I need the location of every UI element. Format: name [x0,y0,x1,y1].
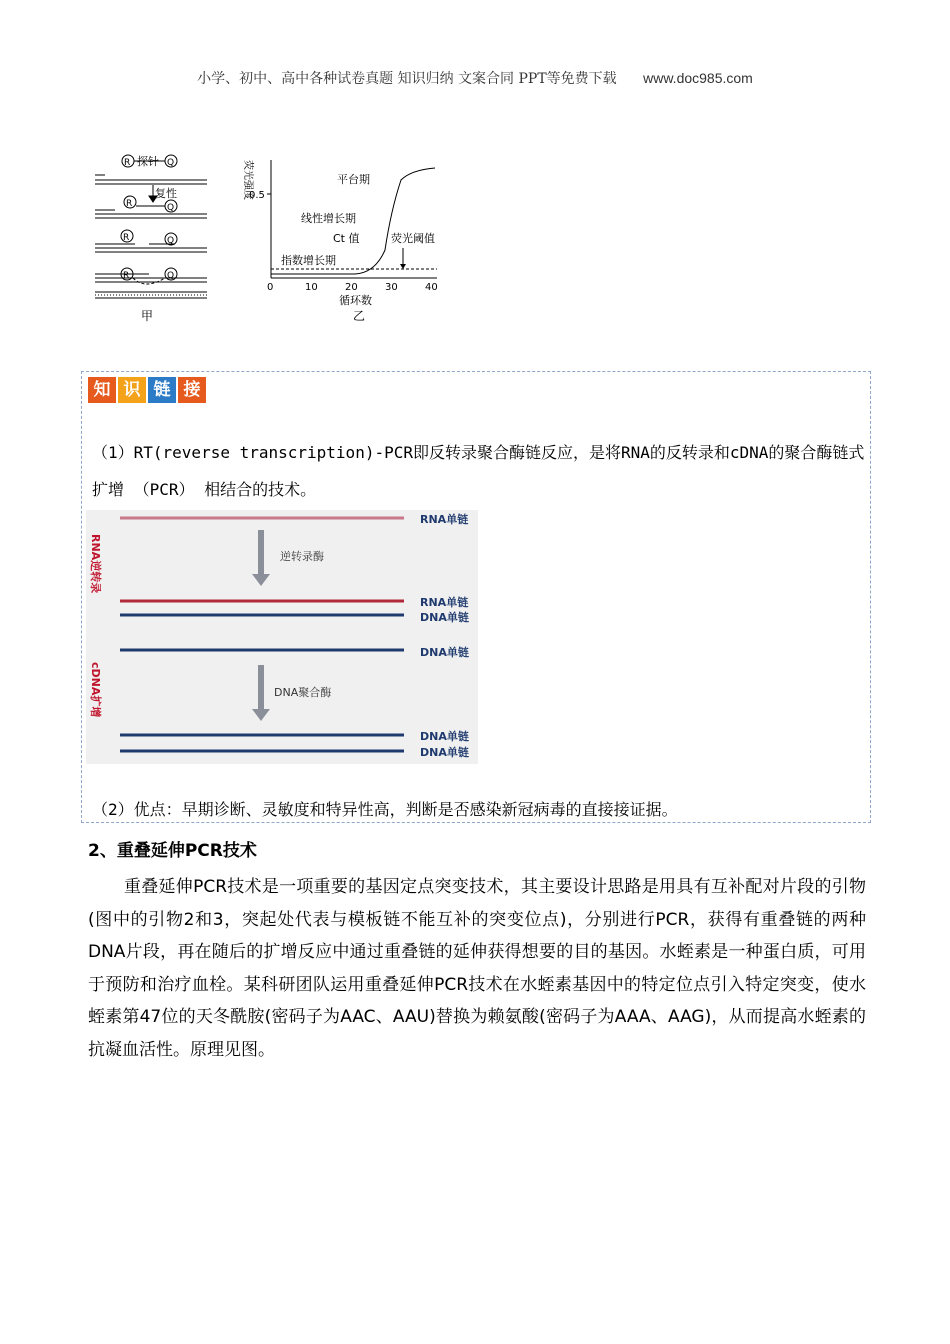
jia-r2: R [126,199,133,209]
yi-xtick-40: 40 [425,282,438,293]
yi-ytick: 0.5 [249,190,265,201]
label-dna-3: DNA单链 [420,730,469,743]
yi-xtick-30: 30 [385,282,398,293]
knowledge-badge [88,377,206,403]
badge-char-3: 链 [148,377,176,403]
jia-q2: Q [167,203,175,213]
jia-probe-label: 探针 [137,155,159,168]
yi-xtick-10: 10 [305,282,318,293]
rt-pcr-diagram [86,510,478,764]
qpcr-figure [85,150,465,330]
advantage-paragraph: （2）优点：早期诊断、灵敏度和特异性高，判断是否感染新冠病毒的直接接证据。 [92,800,678,819]
yi-xtick-20: 20 [345,282,358,293]
badge-char-2: 识 [118,377,146,403]
yi-label-ct: Ct 值 [333,232,360,245]
jia-r3: R [123,233,130,243]
jia-r1: R [124,158,131,168]
label-rna-1: RNA单链 [420,513,469,526]
yi-xtick-0: 0 [267,282,274,293]
figure-jia [95,155,207,298]
section-body: 重叠延伸PCR技术是一项重要的基因定点突变技术，其主要设计思路是用具有互补配对片段的引物(图中的引物2和3，突起处代表与模板链不能互补的突变位点)，分别进行PCR，获得有重叠链的两种DNA片段，再在随后的扩增反应中通过重叠链的延伸获得想要的目的基因。水蛭素是一种蛋白质，可用于预防和治疗血栓。某科研团队运用重叠延伸PCR技术在水蛭素基因中的特定位点引入特定突变，使水蛭素第47位的天冬酰胺(密码子为AAC、AAU)替换为赖氨酸(密码子为AAA、AAG)，从而提高水蛭素的抗凝血活性。原理见图。 [88,877,866,1060]
enzyme-2: DNA聚合酶 [274,686,332,699]
enzyme-1: 逆转录酶 [280,550,324,563]
yi-label-exponential: 指数增长期 [281,254,336,267]
label-dna-4: DNA单链 [420,746,469,759]
yi-label-plateau: 平台期 [337,173,370,186]
yi-label-linear: 线性增长期 [301,212,356,225]
section-heading: 2、重叠延伸PCR技术 [88,841,257,861]
jia-r4: R [123,271,130,281]
yi-caption: 乙 [353,309,366,323]
jia-q4: Q [167,271,175,281]
label-rna-2: RNA单链 [420,596,469,609]
label-dna-2: DNA单链 [420,646,469,659]
page-header [0,68,950,88]
yi-xticks [267,282,438,293]
diagram-background [86,510,478,764]
badge-char-4: 接 [178,377,206,403]
yi-ylabel: 荧光强度 [242,160,253,200]
header-url[interactable]: www.doc985.com [643,70,753,86]
jia-caption: 甲 [141,309,154,323]
section-label-2: cDNA扩增 [89,662,102,718]
jia-q1: Q [167,158,175,168]
label-dna-1: DNA单链 [420,611,469,624]
jia-replication-label: 复性 [155,187,177,200]
yi-xlabel: 循环数 [339,294,372,307]
badge-char-1: 知 [88,377,116,403]
header-text: 小学、初中、高中各种试卷真题 知识归纳 文案合同 PPT等免费下载 [197,71,617,87]
yi-label-threshold: 荧光阈值 [391,232,435,245]
rt-pcr-paragraph: （1）RT(reverse transcription)-PCR即反转录聚合酶链反应，是将RNA的反转录和cDNA的聚合酶链式扩增 （PCR） 相结合的技术。 [92,443,865,499]
section-label-1: RNA逆转录 [89,534,102,594]
jia-q3: Q [167,236,175,246]
